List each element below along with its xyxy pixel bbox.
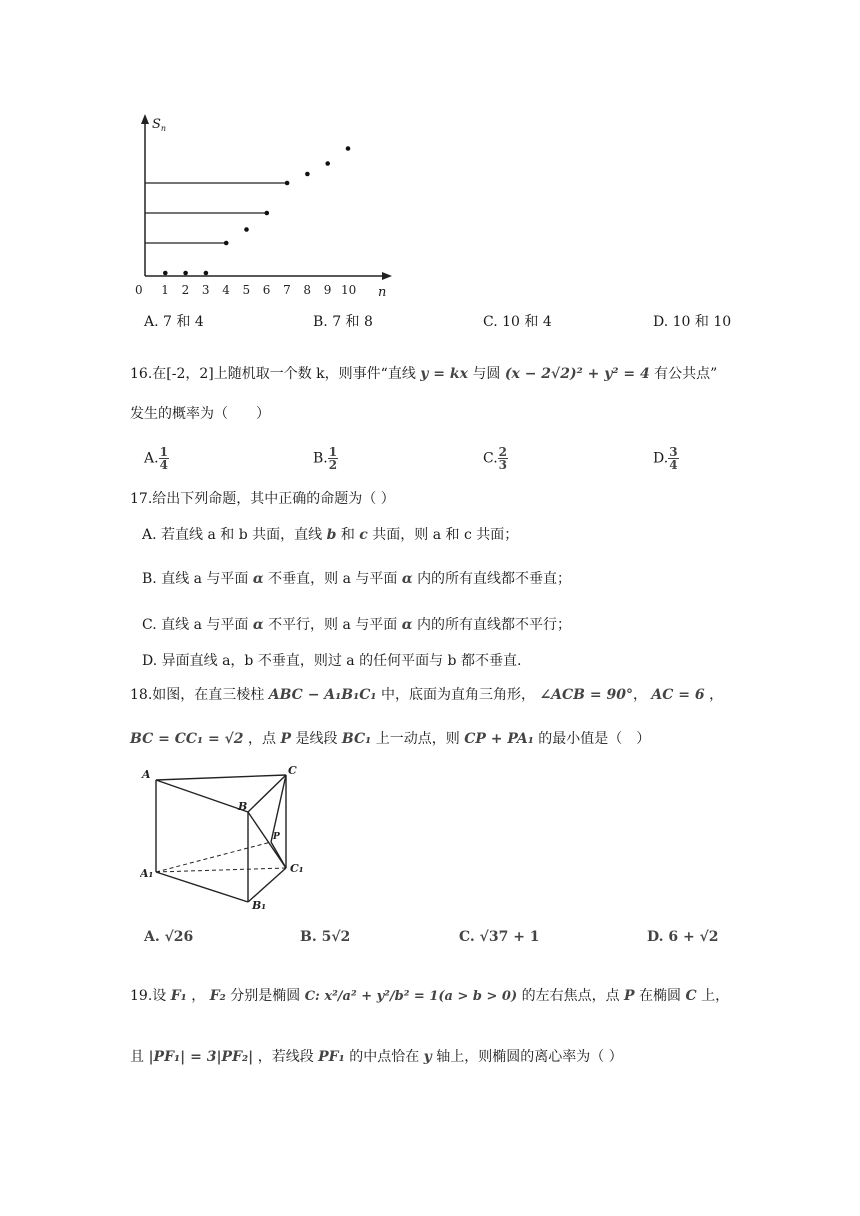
point-n1 bbox=[163, 271, 168, 276]
edge-bc1 bbox=[248, 812, 286, 868]
prism-figure bbox=[140, 764, 310, 910]
point-n5 bbox=[244, 227, 249, 232]
edge-ab bbox=[156, 780, 248, 812]
q17-stem: 17.给出下列命题，其中正确的命题为（ ） bbox=[130, 491, 395, 507]
x-tick-4: 4 bbox=[222, 283, 230, 297]
edge-a1b1 bbox=[156, 872, 248, 902]
q15-option-c[interactable]: C. 10 和 4 bbox=[483, 314, 552, 330]
q17-option-d[interactable]: D. 异面直线 a，b 不垂直，则过 a 的任何平面与 b 都不垂直. bbox=[142, 653, 522, 669]
x-tick-1: 1 bbox=[161, 283, 169, 297]
q18-stem-line2: BC = CC₁ = √2 ，点 P 是线段 BC₁ 上一动点，则 CP + PA₁ 的最小值是（ ） bbox=[130, 731, 651, 747]
point-n7 bbox=[285, 181, 290, 186]
x-tick-10: 10 bbox=[341, 283, 357, 297]
point-n3 bbox=[204, 271, 209, 276]
y-axis-label: $S_n$ bbox=[152, 117, 167, 133]
q17-option-a[interactable]: A. 若直线 a 和 b 共面，直线 b 和 c 共面，则 a 和 c 共面； bbox=[142, 527, 519, 543]
q16-option-a[interactable]: A. $\frac{1}{4}$ bbox=[144, 445, 168, 472]
edge-bc bbox=[248, 775, 286, 812]
label-a1: A₁ bbox=[140, 867, 154, 880]
point-n8 bbox=[305, 172, 310, 177]
q17-option-b[interactable]: B. 直线 a 与平面 α 不垂直，则 a 与平面 α 内的所有直线都不垂直； bbox=[142, 571, 572, 587]
q17-option-c[interactable]: C. 直线 a 与平面 α 不平行，则 a 与平面 α 内的所有直线都不平行； bbox=[142, 617, 571, 633]
label-p: P bbox=[273, 832, 280, 842]
x-tick-7: 7 bbox=[283, 283, 291, 297]
label-b1: B₁ bbox=[252, 899, 267, 910]
x-tick-2: 2 bbox=[181, 283, 190, 297]
edge-pc1 bbox=[271, 842, 286, 868]
sn-scatter-chart bbox=[130, 110, 400, 300]
x-axis-label: n bbox=[378, 285, 387, 300]
q15-option-a[interactable]: A. 7 和 4 bbox=[144, 314, 204, 330]
x-tick-9: 9 bbox=[323, 283, 332, 297]
q15-option-b[interactable]: B. 7 和 8 bbox=[313, 314, 373, 330]
q16-option-d[interactable]: D. $\frac{3}{4}$ bbox=[653, 445, 678, 472]
q19-stem-line1: 19.设 F₁ ， F₂ 分别是椭圆 C: x²/a² + y²/b² = 1(a > b > 0) 的左右焦点，点 P 在椭圆 C 上， bbox=[130, 988, 730, 1004]
point-n2 bbox=[183, 271, 188, 276]
q16-stem-line1: 16.在[-2，2]上随机取一个数 k，则事件“直线 y = kx 与圆 (x − 2√2)² + y² = 4 有公共点” bbox=[130, 366, 718, 382]
x-axis-arrow bbox=[382, 272, 392, 280]
q19-stem-line2: 且 |PF₁| = 3|PF₂| ，若线段 PF₁ 的中点恰在 y 轴上，则椭圆的离心率为（ ） bbox=[130, 1049, 623, 1065]
y-axis-arrow bbox=[141, 114, 149, 124]
q18-option-c[interactable]: C. √37 + 1 bbox=[459, 929, 540, 945]
q16-option-c[interactable]: C. $\frac{2}{3}$ bbox=[483, 445, 508, 472]
q18-option-d[interactable]: D. 6 + √2 bbox=[647, 929, 719, 945]
q18-option-a[interactable]: A. √26 bbox=[144, 929, 194, 945]
q18-stem-line1: 18.如图，在直三棱柱 ABC − A₁B₁C₁ 中，底面为直角三角形， ∠ACB = 90°， AC = 6 ， bbox=[130, 687, 724, 703]
x-tick-8: 8 bbox=[303, 283, 312, 297]
label-b: B bbox=[238, 800, 248, 813]
q16-stem-line2: 发生的概率为（ ） bbox=[130, 406, 270, 422]
edge-b1c1 bbox=[248, 868, 286, 902]
q15-option-d[interactable]: D. 10 和 10 bbox=[653, 314, 732, 330]
label-c: C bbox=[288, 764, 297, 777]
x-tick-0: 0 bbox=[135, 283, 143, 297]
q18-option-b[interactable]: B. 5√2 bbox=[300, 929, 351, 945]
x-tick-5: 5 bbox=[242, 283, 251, 297]
x-tick-3: 3 bbox=[201, 283, 210, 297]
x-tick-6: 6 bbox=[262, 283, 271, 297]
point-n10 bbox=[346, 146, 351, 151]
q16-option-b[interactable]: B. $\frac{1}{2}$ bbox=[313, 445, 338, 472]
label-c1: C₁ bbox=[290, 862, 304, 875]
edge-ac bbox=[156, 775, 286, 780]
point-n9 bbox=[325, 161, 330, 166]
point-n6 bbox=[265, 211, 270, 216]
edge-a1p bbox=[156, 842, 271, 872]
point-n4 bbox=[224, 241, 229, 246]
edge-a1c1 bbox=[156, 868, 286, 872]
label-a: A bbox=[142, 768, 151, 781]
